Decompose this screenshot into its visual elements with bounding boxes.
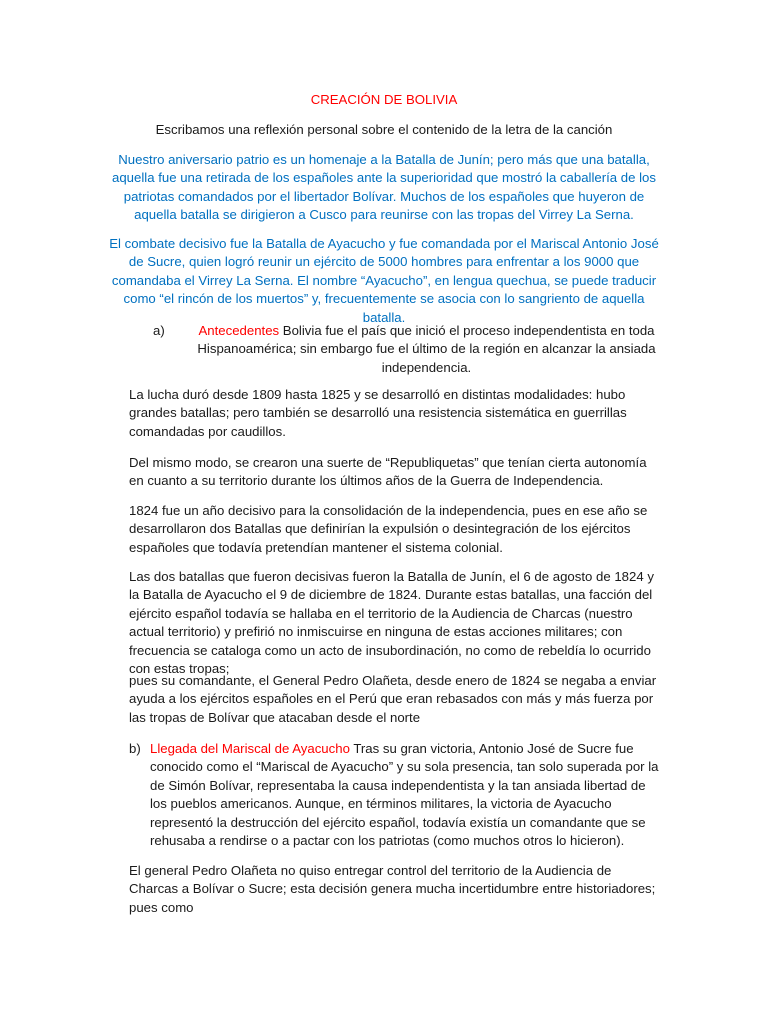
document-title: CREACIÓN DE BOLIVIA: [310, 92, 458, 107]
llegada-heading: Llegada del Mariscal de Ayacucho: [150, 741, 350, 756]
paragraph-olaneta: pues su comandante, el General Pedro Olañeta, desde enero de 1824 se negaba a enviar ayuda a los ejércitos españoles en el Perú que eran rebasados con más y más fuerza por las tropas de Bolívar que atacaban desde el norte: [129, 673, 657, 725]
paragraph-1824: 1824 fue un año decisivo para la consolidación de la independencia, pues en ese año se desarrollaron dos Batallas que definirían la expulsión o desintegración de los ejércitos españoles que todavía pretendían mantener el sistema colonial.: [129, 503, 648, 555]
list-marker-a: a): [153, 323, 165, 338]
blue-paragraph-junin: Nuestro aniversario patrio es un homenaje a la Batalla de Junín; pero más que una batalla, aquella fue una retirada de los españoles ante la superioridad que mostró la caballería de los patriotas comandados por el libertador Bolívar. Muchos de los españoles que huyeron de aquella batalla se dirigieron a Cusco para reunirse con las tropas del Virrey La Serna.: [112, 152, 656, 223]
list-item-antecedentes: [129, 322, 664, 378]
paragraph-general-olaneta: El general Pedro Olañeta no quiso entregar control del territorio de la Audiencia de Charcas a Bolívar o Sucre; esta decisión genera mucha incertidumbre entre historiadores; pues como: [129, 863, 656, 915]
document-subtitle: Escribamos una reflexión personal sobre el contenido de la letra de la canción: [155, 122, 613, 137]
paragraph-republiquetas: Del mismo modo, se crearon una suerte de “Republiquetas” que tenían cierta autonomía en cuanto a su territorio durante los últimos años de la Guerra de Independencia.: [129, 455, 647, 489]
antecedentes-heading: Antecedentes: [198, 323, 280, 338]
list-item-llegada: [129, 740, 664, 852]
paragraph-batallas: Las dos batallas que fueron decisivas fueron la Batalla de Junín, el 6 de agosto de 1824 y la Batalla de Ayacucho el 9 de diciembre de 1824. Durante estas batallas, una facción del ejército español todavía se hallaba en el territorio de la Audiencia de Charcas (nuestro actual territorio) y prefirió no inmiscuirse en ninguna de estas acciones militares; con frecuencia se cataloga como un acto de insubordinación, no como de rebeldía lo ocurrido con estas tropas;: [129, 569, 654, 677]
llegada-text: Tras su gran victoria, Antonio José de Sucre fue conocido como el “Mariscal de Ayacucho” y su sola presencia, tan solo superada por la de Simón Bolívar, representaba la causa independentista y la tan ansiada libertad de los pueblos americanos. Aunque, en términos militares, la victoria de Ayacucho representó la destrucción del ejército español, todavía existía un comandante que se rehusaba a rendirse o a pactar con los patriotas (como muchos otros lo hicieron).: [150, 741, 659, 849]
list-body-b: [150, 740, 664, 850]
list-body-a: [189, 322, 664, 377]
antecedentes-text: Bolivia fue el país que inició el proceso independentista en toda Hispanoamérica; sin embargo fue el último de la región en alcanzar la ansiada independencia.: [197, 323, 656, 375]
blue-paragraph-ayacucho: El combate decisivo fue la Batalla de Ayacucho y fue comandada por el Mariscal Antonio José de Sucre, quien logró reunir un ejército de 5000 hombres para enfrentar a los 9000 que comandaba el Virrey La Serna. El nombre “Ayacucho”, en lengua quechua, se puede traducir como “el rincón de los muertos” y, frecuentemente se asocia con lo sangriento de aquella batalla.: [109, 236, 659, 325]
list-marker-b: b): [129, 741, 141, 756]
paragraph-lucha: La lucha duró desde 1809 hasta 1825 y se desarrolló en distintas modalidades: hubo grandes batallas; pero también se desarrolló una resistencia sistemática en guerrillas comandadas por caudillos.: [129, 387, 627, 439]
